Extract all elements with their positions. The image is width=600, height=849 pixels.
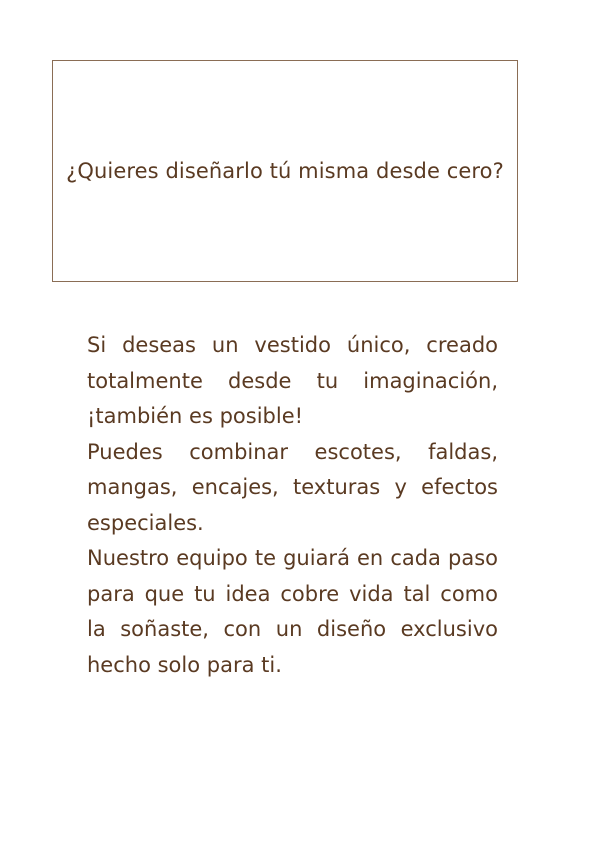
paragraph-team: Nuestro equipo te guiará en cada paso para que tu idea cobre vida tal como la soñaste, con un diseño exclusivo hecho solo para ti.: [87, 546, 498, 677]
title-box: [52, 60, 518, 282]
paragraph-intro: Si deseas un vestido único, creado totalmente desde tu imaginación, ¡también es posible!: [87, 333, 498, 428]
paragraph-options: Puedes combinar escotes, faldas, mangas, encajes, texturas y efectos especiales.: [87, 439, 498, 535]
body-text: [87, 328, 498, 683]
title-question: ¿Quieres diseñarlo tú misma desde cero?: [66, 159, 504, 183]
